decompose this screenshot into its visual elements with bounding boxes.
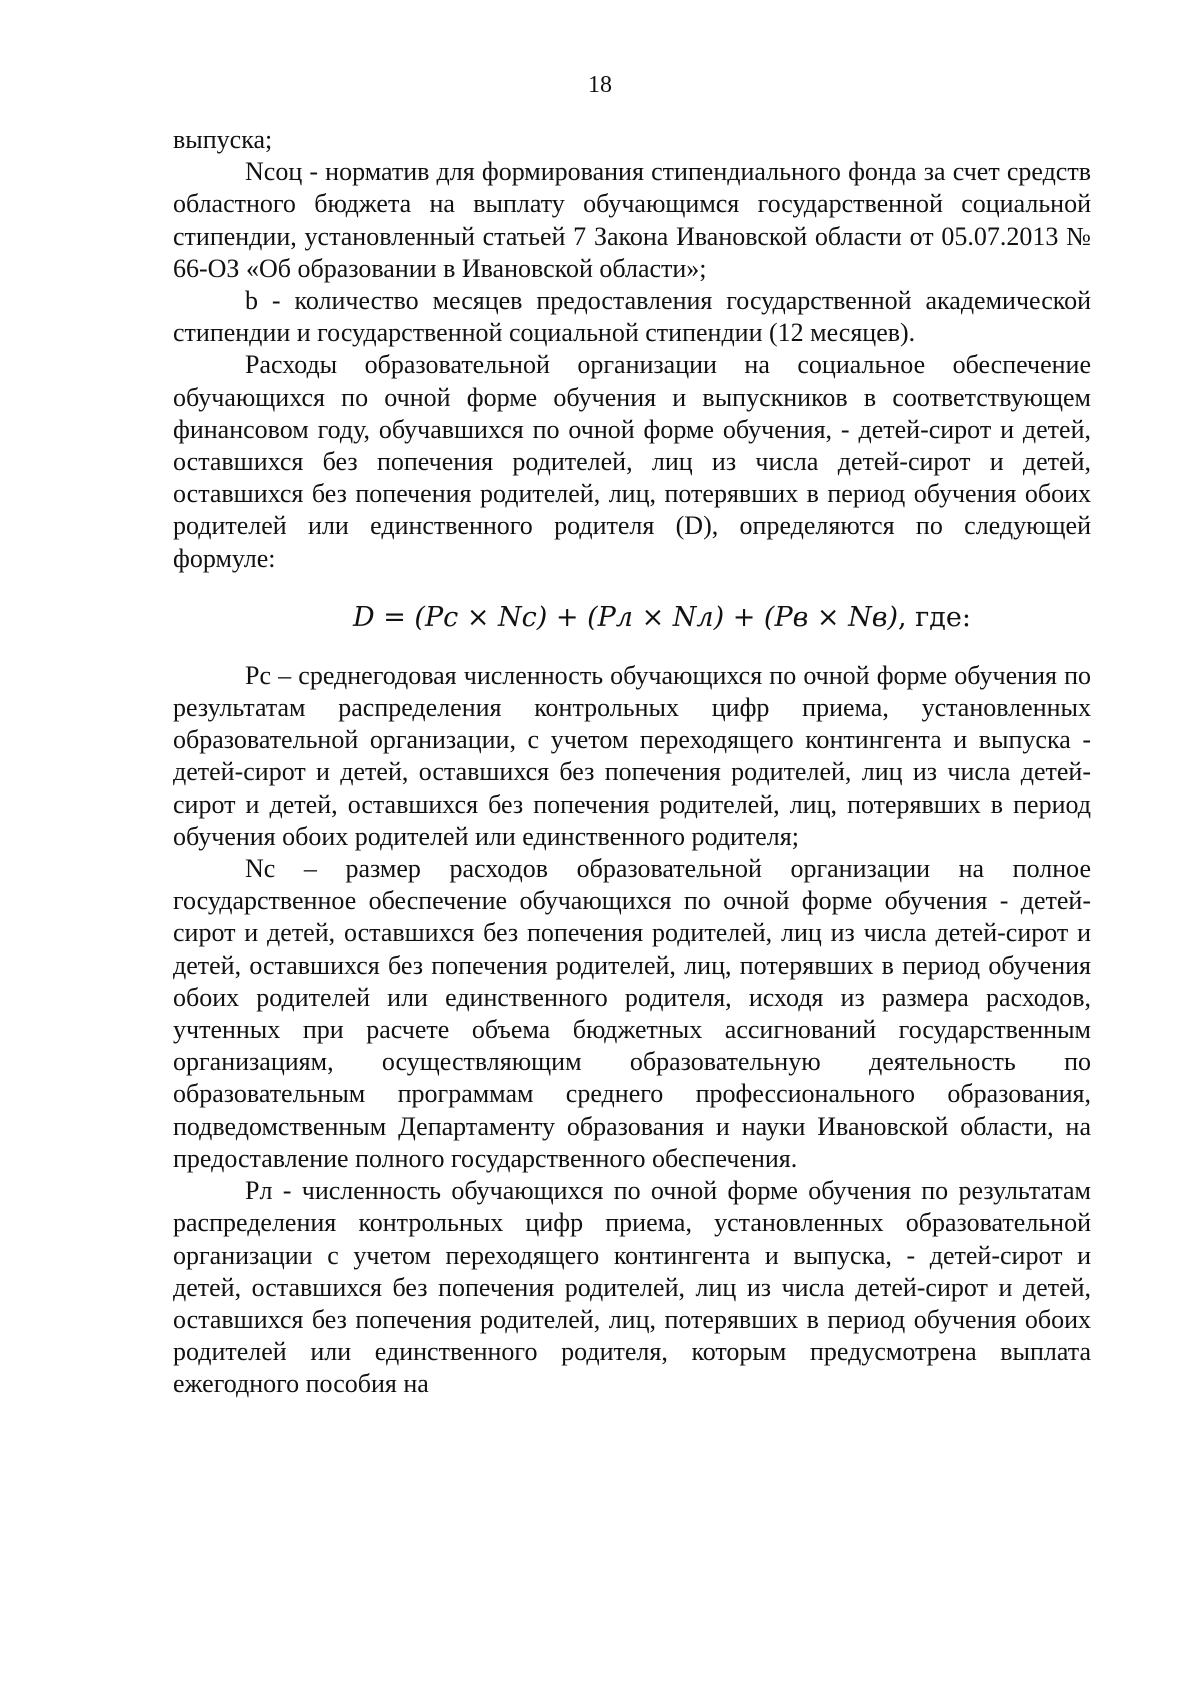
formula-block [173, 601, 1091, 635]
paragraph-pl-definition: Pл - численность обучающихся по очной форме обучения по результатам распределения контрольных цифр приема, установленных образовательной организации с учетом переходящего контингента и выпуска, - детей-сирот и детей, оставшихся без попечения родителей, лиц из числа детей-сирот и детей, оставшихся без попечения родителей, лиц, потерявших в период обучения обоих родителей или единственного родителя, которым предусмотрена выплата ежегодного пособия на [173, 1176, 1091, 1399]
document-body [173, 124, 1091, 1401]
paragraph-continuation: выпуска; [173, 125, 273, 154]
paragraph-nc-definition: Nс – размер расходов образовательной организации на полное государственное обеспечение обучающихся по очной форме обучения - детей-сирот и детей, оставшихся без попечения родителей, лиц из числа детей-сирот и детей, оставшихся без попечения родителей, лиц, потерявших в период обучения обоих родителей или единственного родителя, исходя из размера расходов, учтенных при расчете объема бюджетных ассигнований государственным организациям, осуществляющим образовательную деятельность по образовательным программам среднего профессионального образования, подведомственным Департаменту образования и науки Ивановской области, на предоставление полного государственного обеспечения. [173, 854, 1091, 1173]
paragraph-nsoc-definition: Nсоц - норматив для формирования стипендиального фонда за счет средств областного бюджета на выплату обучающимся государственной социальной стипендии, установленный статьей 7 Закона Ивановской области от 05.07.2013 № 66-ОЗ «Об образовании в Ивановской области»; [173, 157, 1091, 283]
paragraph-b-definition: b - количество месяцев предоставления государственной академической стипендии и государственной социальной стипендии (12 месяцев). [173, 286, 1091, 348]
page-number: 18 [588, 72, 612, 98]
paragraph-expenses-intro: Расходы образовательной организации на социальное обеспечение обучающихся по очной форме обучения и выпускников в соответствующем финансовом году, обучавшихся по очной форме обучения, - детей-сирот и детей, оставшихся без попечения родителей, лиц из числа детей-сирот и детей, оставшихся без попечения родителей, лиц, потерявших в период обучения обоих родителей или единственного родителя (D), определяются по следующей формуле: [173, 350, 1091, 573]
formula-suffix: , где: [898, 601, 972, 633]
formula-expression: D = (Pс × Nс) + (Pл × Nл) + (Pв × Nв) [352, 601, 898, 633]
paragraph-pc-definition: Pс – среднегодовая численность обучающихся по очной форме обучения по результатам распределения контрольных цифр приема, установленных образовательной организации, с учетом переходящего контингента и выпуска - детей-сирот и детей, оставшихся без попечения родителей, лиц из числа детей-сирот и детей, оставшихся без попечения родителей, лиц, потерявших в период обучения обоих родителей или единственного родителя; [173, 660, 1091, 851]
